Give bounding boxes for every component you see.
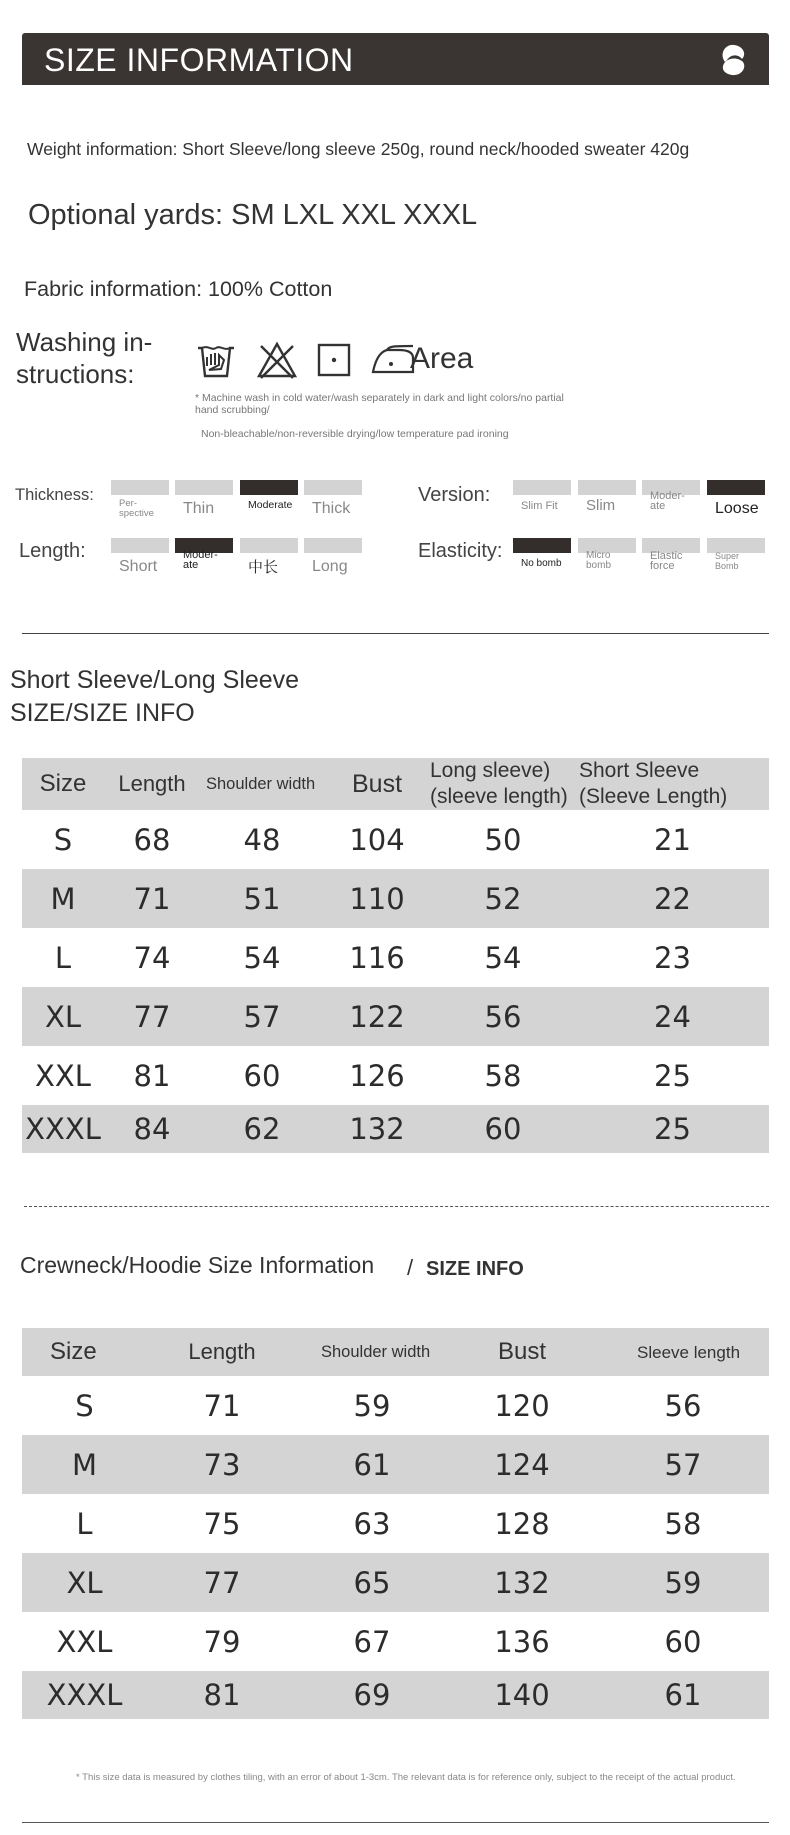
washing-icons	[194, 338, 432, 382]
header-long-sleeve	[430, 758, 576, 810]
elasticity-option-no-bomb	[513, 538, 571, 569]
size-cell: L	[76, 1506, 93, 1541]
shoulder-cell: 65	[297, 1553, 447, 1612]
table-row	[22, 1671, 769, 1719]
long-sleeve-cell: 50	[484, 822, 522, 857]
hoodie-size-table	[22, 1328, 769, 1719]
option-label: Moder-ate	[650, 490, 685, 512]
length-cell: 81	[147, 1671, 297, 1719]
header-long-sleeve-line2: (sleeve length)	[430, 785, 568, 808]
long-sleeve-cell: 56	[430, 987, 576, 1046]
header-short-sleeve	[576, 758, 769, 810]
section-divider	[22, 633, 769, 634]
weight-info: Weight information: Short Sleeve/long sleeve 250g, round neck/hooded sweater 420g	[27, 139, 690, 159]
bust-cell: 126	[349, 1058, 405, 1093]
elasticity-option-micro-bomb	[578, 538, 636, 571]
sleeve-cell: 56	[664, 1388, 702, 1423]
bust-cell: 124	[447, 1435, 597, 1494]
sleeve-cell: 60	[664, 1624, 702, 1659]
table-header-row	[22, 758, 769, 810]
size-cell: XXL	[56, 1624, 113, 1659]
washing-note-2: Non-bleachable/non-reversible drying/low temperature pad ironing	[201, 428, 509, 440]
option-label: Moderate	[248, 499, 293, 511]
washing-note: * Machine wash in cold water/wash separately in dark and light colors/no partial hand scrubbing/	[195, 392, 564, 416]
length-cell: 79	[203, 1624, 241, 1659]
length-cell: 71	[203, 1388, 241, 1423]
bust-cell: 136	[494, 1624, 550, 1659]
shoulder-cell: 59	[353, 1388, 391, 1423]
shoulder-cell: 48	[243, 822, 281, 857]
sleeve-cell: 57	[597, 1435, 769, 1494]
version-option-slim	[578, 480, 636, 514]
header-size: Size	[22, 1328, 147, 1376]
option-label: Slim Fit	[521, 500, 558, 512]
dashed-divider	[24, 1206, 769, 1207]
size-cell: XXXL	[22, 1671, 147, 1719]
length-option-short	[111, 538, 169, 575]
shoulder-cell: 63	[353, 1506, 391, 1541]
short-sleeve-cell: 23	[654, 940, 691, 975]
table-row	[22, 869, 769, 928]
bust-cell: 132	[324, 1105, 430, 1153]
size-cell: XL	[22, 1553, 147, 1612]
length-cell: 68	[133, 822, 171, 857]
section1-title-line1: Short Sleeve/Long Sleeve	[10, 666, 300, 694]
brand-logo-icon	[717, 42, 749, 78]
footnote: * This size data is measured by clothes tiling, with an error of about 1-3cm. The relevant data is for reference only, subject to the receipt of the actual product.	[76, 1772, 736, 1783]
version-option-loose	[707, 480, 765, 517]
option-label: Thin	[183, 500, 215, 517]
shoulder-cell: 69	[297, 1671, 447, 1719]
length-cell: 74	[133, 940, 171, 975]
section1-title	[10, 664, 299, 730]
option-label: Loose	[715, 500, 759, 517]
long-sleeve-cell: 54	[484, 940, 522, 975]
option-label: Elastic force	[650, 550, 683, 572]
option-label: Super Bomb	[715, 551, 740, 571]
option-label: Thick	[312, 500, 351, 517]
bust-cell: 104	[349, 822, 405, 857]
option-label: Moder-ate	[183, 549, 218, 571]
section2-slash: /	[407, 1255, 414, 1280]
optional-yards: Optional yards: SM LXL XXL XXXL	[28, 199, 478, 231]
length-cell: 84	[104, 1105, 200, 1153]
thickness-option-thin	[175, 480, 233, 517]
header-sleeve-length: Sleeve length	[597, 1328, 769, 1376]
elasticity-label: Elasticity:	[418, 540, 503, 562]
length-cell: 81	[133, 1058, 171, 1093]
bust-cell: 140	[447, 1671, 597, 1719]
shoulder-cell: 62	[200, 1105, 324, 1153]
header-short-sleeve-line1: Short Sleeve	[579, 759, 700, 782]
section2-tag: SIZE INFO	[426, 1258, 524, 1280]
length-cell: 75	[203, 1506, 241, 1541]
option-label: Long	[312, 558, 348, 575]
thickness-option-perspective	[111, 480, 169, 519]
sleeve-cell: 59	[597, 1553, 769, 1612]
table-row	[22, 1553, 769, 1612]
size-cell: S	[75, 1388, 94, 1423]
thickness-option-moderate	[240, 480, 298, 510]
table-row	[22, 928, 769, 987]
size-cell: M	[22, 1435, 147, 1494]
length-option-mid-long	[240, 538, 298, 575]
hand-wash-icon	[194, 340, 238, 380]
option-label: Per-spective	[119, 498, 154, 519]
elasticity-option-super-bomb	[707, 538, 765, 571]
bust-cell: 110	[324, 869, 430, 928]
version-label: Version:	[418, 484, 491, 506]
size-cell: XXL	[35, 1058, 91, 1093]
tumble-dry-icon	[316, 340, 352, 380]
shoulder-cell: 54	[243, 940, 281, 975]
shoulder-cell: 60	[243, 1058, 281, 1093]
size-cell: L	[54, 940, 72, 975]
table-row	[22, 1105, 769, 1153]
elasticity-option-elastic-force	[642, 538, 700, 571]
header-length: Length	[147, 1328, 297, 1376]
size-cell: XL	[22, 987, 104, 1046]
sleeve-size-table	[22, 758, 769, 1153]
section2-title: Crewneck/Hoodie Size Information	[20, 1252, 375, 1278]
sleeve-cell: 61	[597, 1671, 769, 1719]
header-length: Length	[104, 758, 200, 810]
length-cell: 73	[147, 1435, 297, 1494]
table-row	[22, 1435, 769, 1494]
header-bust: Bust	[324, 758, 430, 810]
size-cell: S	[53, 822, 73, 857]
length-cell: 77	[147, 1553, 297, 1612]
sleeve-cell: 58	[664, 1506, 702, 1541]
area-label: Area	[410, 342, 474, 375]
version-option-slim-fit	[513, 480, 571, 511]
option-label: 中长	[248, 558, 279, 576]
header-bar	[22, 33, 769, 85]
header-shoulder-width: Shoulder width	[200, 758, 324, 810]
thickness-label: Thickness:	[15, 486, 94, 504]
header-size: Size	[22, 758, 104, 810]
fabric-info: Fabric information: 100% Cotton	[24, 277, 333, 301]
bust-cell: 116	[349, 940, 405, 975]
iron-icon	[369, 340, 415, 380]
long-sleeve-cell: 60	[430, 1105, 576, 1153]
thickness-option-thick	[304, 480, 362, 517]
length-cell: 77	[104, 987, 200, 1046]
table-row	[22, 1046, 769, 1105]
option-label: No bomb	[521, 558, 562, 569]
bust-cell: 122	[324, 987, 430, 1046]
short-sleeve-cell: 22	[576, 869, 769, 928]
bust-cell: 128	[494, 1506, 550, 1541]
short-sleeve-cell: 25	[654, 1058, 691, 1093]
table-header-row	[22, 1328, 769, 1376]
short-sleeve-cell: 25	[576, 1105, 769, 1153]
header-long-sleeve-line1: Long sleeve)	[430, 759, 551, 782]
option-label: Micro bomb	[586, 550, 612, 571]
long-sleeve-cell: 58	[484, 1058, 522, 1093]
shoulder-cell: 67	[353, 1624, 391, 1659]
length-cell: 71	[104, 869, 200, 928]
washing-label: Washing in-structions:	[16, 327, 153, 389]
header-bust: Bust	[447, 1328, 597, 1376]
short-sleeve-cell: 24	[576, 987, 769, 1046]
no-bleach-icon	[255, 340, 299, 380]
shoulder-cell: 61	[297, 1435, 447, 1494]
table-row	[22, 1376, 769, 1435]
header-shoulder-width: Shoulder width	[297, 1328, 447, 1376]
table-row	[22, 987, 769, 1046]
option-label: Short	[119, 558, 158, 575]
table-row	[22, 1612, 769, 1671]
size-cell: XXXL	[22, 1105, 104, 1153]
bust-cell: 132	[447, 1553, 597, 1612]
length-option-long	[304, 538, 362, 575]
size-cell: M	[22, 869, 104, 928]
length-label: Length:	[19, 540, 86, 562]
short-sleeve-cell: 21	[654, 822, 691, 857]
shoulder-cell: 57	[200, 987, 324, 1046]
version-option-moderate	[642, 480, 700, 511]
table-row	[22, 1494, 769, 1553]
table-row	[22, 810, 769, 869]
section1-title-line2: SIZE/SIZE INFO	[10, 699, 195, 727]
bottom-divider	[22, 1822, 769, 1823]
bust-cell: 120	[494, 1388, 550, 1423]
long-sleeve-cell: 52	[430, 869, 576, 928]
shoulder-cell: 51	[200, 869, 324, 928]
option-label: Slim	[586, 497, 616, 514]
page-title: SIZE INFORMATION	[44, 42, 354, 78]
header-short-sleeve-line2: (Sleeve Length)	[579, 785, 728, 808]
length-option-moderate	[175, 538, 233, 570]
